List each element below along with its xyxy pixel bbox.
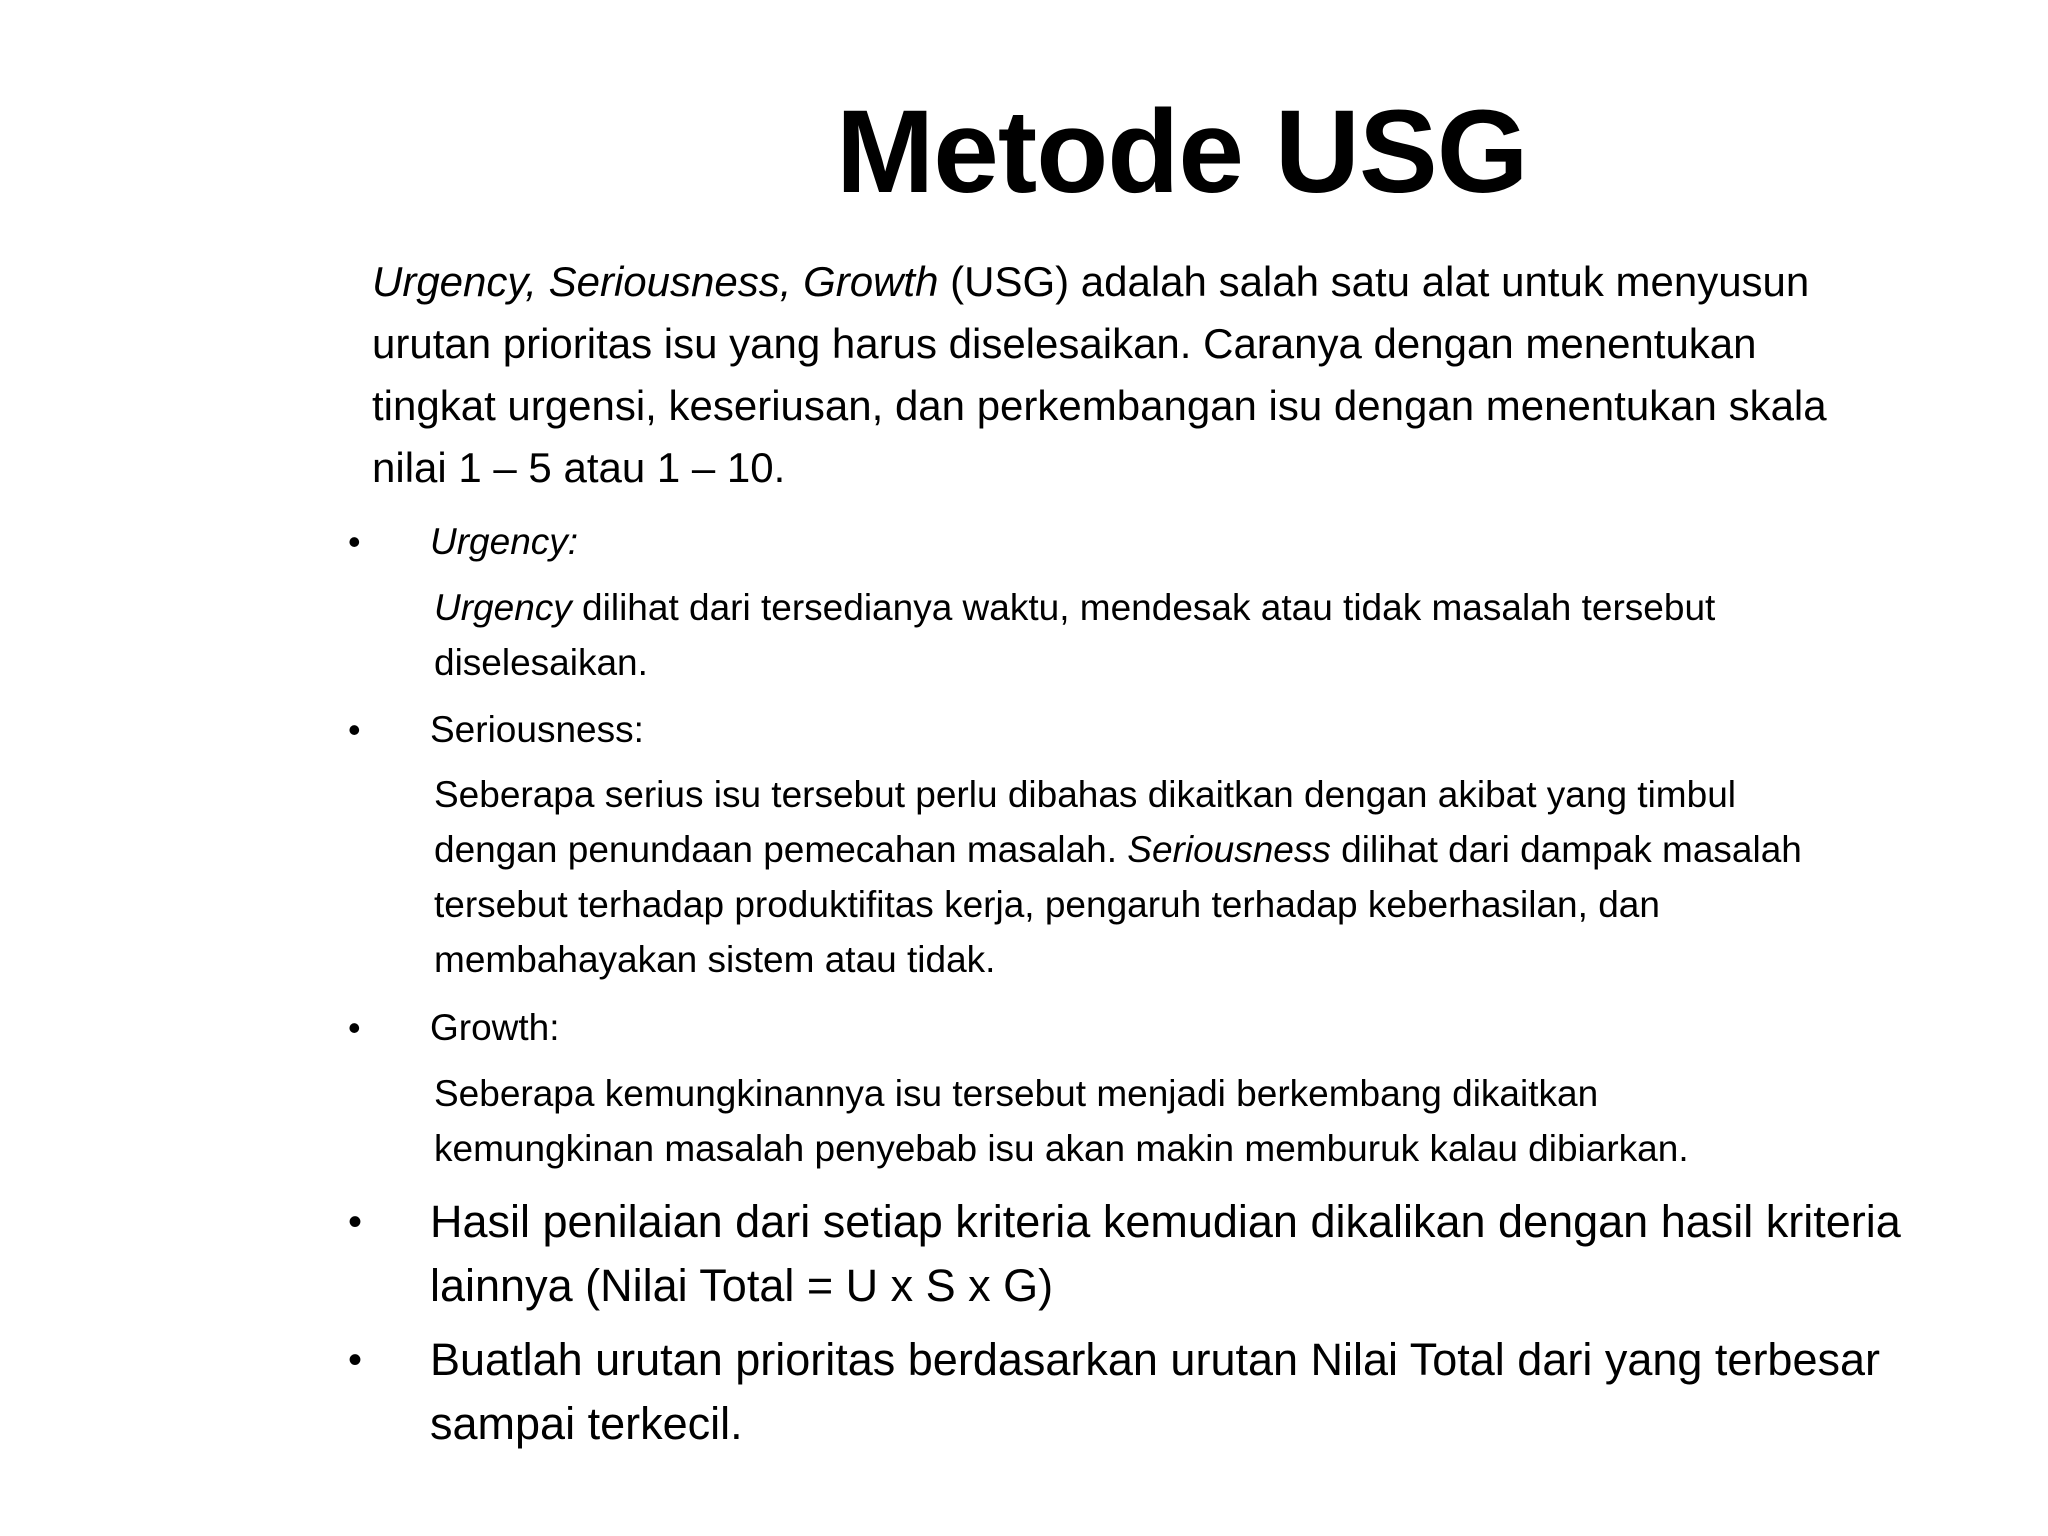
seriousness-description <box>434 767 2034 987</box>
intro-line-4: nilai 1 – 5 atau 1 – 10. <box>372 444 786 491</box>
bullet-icon: • <box>348 1338 363 1382</box>
seriousness-desc-line-2-pre: dengan penundaan pemecahan masalah. <box>434 829 1128 870</box>
priority-order-line-1: Buatlah urutan prioritas berdasarkan urutan Nilai Total dari yang terbesar <box>430 1334 1880 1385</box>
intro-line-1 <box>372 251 2022 313</box>
urgency-heading-text: Urgency: <box>430 521 579 562</box>
urgency-desc-line-1-rest: dilihat dari tersedianya waktu, mendesak atau tidak masalah tersebut <box>571 587 1716 628</box>
intro-paragraph <box>372 251 2022 499</box>
seriousness-desc-line-2-post: dilihat dari dampak masalah <box>1330 829 1802 870</box>
seriousness-desc-line-4: membahayakan sistem atau tidak. <box>434 939 996 980</box>
intro-line-2: urutan prioritas isu yang harus diselesaikan. Caranya dengan menentukan <box>372 320 1757 367</box>
total-score-line-2: lainnya (Nilai Total = U x S x G) <box>430 1260 1054 1311</box>
growth-desc-line-1: Seberapa kemungkinannya isu tersebut menjadi berkembang dikaitkan <box>434 1073 1599 1114</box>
slide-title: Metode USG <box>836 86 1528 218</box>
seriousness-desc-italic: Seriousness <box>1127 829 1331 870</box>
bullet-icon: • <box>348 521 361 562</box>
seriousness-heading: Seriousness: <box>430 709 644 750</box>
intro-line-3: tingkat urgensi, keseriusan, dan perkembangan isu dengan menentukan skala <box>372 382 1827 429</box>
urgency-desc-line-1 <box>434 580 2034 635</box>
priority-order-line-2: sampai terkecil. <box>430 1398 743 1449</box>
total-score-line-1: Hasil penilaian dari setiap kriteria kemudian dikalikan dengan hasil kriteria <box>430 1196 1901 1247</box>
growth-description <box>434 1066 2034 1176</box>
urgency-description <box>434 580 2034 690</box>
intro-italic-terms: Urgency, Seriousness, Growth <box>372 258 939 305</box>
seriousness-desc-line-1: Seberapa serius isu tersebut perlu dibahas dikaitkan dengan akibat yang timbul <box>434 774 1736 815</box>
intro-line-1-rest: (USG) adalah salah satu alat untuk menyusun <box>938 258 1810 305</box>
bullet-icon: • <box>348 1007 361 1048</box>
growth-heading: Growth: <box>430 1007 560 1048</box>
seriousness-desc-line-2 <box>434 822 2034 877</box>
urgency-desc-italic: Urgency <box>434 587 572 628</box>
growth-desc-line-2: kemungkinan masalah penyebab isu akan makin memburuk kalau dibiarkan. <box>434 1128 1689 1169</box>
bullet-icon: • <box>348 709 361 750</box>
seriousness-desc-line-3: tersebut terhadap produktifitas kerja, pengaruh terhadap keberhasilan, dan <box>434 884 1660 925</box>
priority-order-point <box>430 1328 2030 1456</box>
urgency-heading <box>430 516 578 568</box>
bullet-icon: • <box>348 1200 363 1244</box>
urgency-desc-line-2: diselesaikan. <box>434 642 648 683</box>
total-score-point <box>430 1190 2030 1318</box>
